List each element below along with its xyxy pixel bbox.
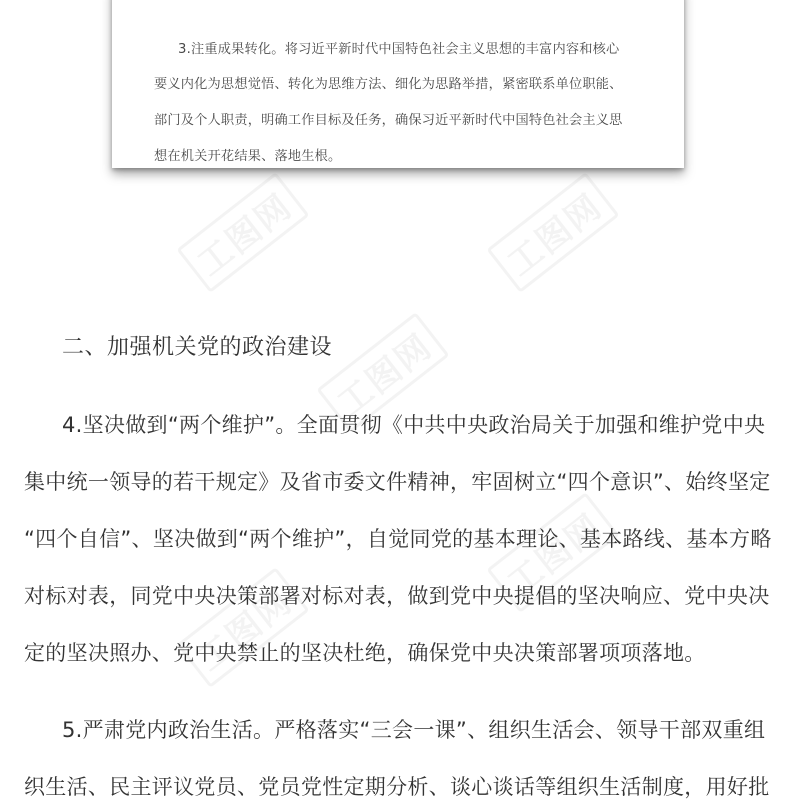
paragraph-4-line: 对标对表，同党中央决策部署对标对表，做到党中央提倡的坚决响应、党中央决 — [24, 584, 770, 608]
paragraph-4-line: 4.坚决做到“两个维护”。全面贯彻《中共中央政治局关于加强和维护党中央 — [62, 413, 766, 437]
preview-line: 想在机关开花结果、落地生根。 — [154, 149, 342, 164]
watermark: 工图网 — [316, 312, 449, 433]
paragraph-4-line: “四个自信”、坚决做到“两个维护”，自觉同党的基本理论、基本路线、基本方略 — [24, 527, 772, 551]
paragraph-4-line: 定的坚决照办、党中央禁止的坚决杜绝，确保党中央决策部署项项落地。 — [24, 641, 706, 665]
preview-line: 要义内化为思想觉悟、转化为思维方法、细化为思路举措，紧密联系单位职能、 — [154, 77, 623, 92]
watermark: 工图网 — [176, 172, 309, 293]
paragraph-5-line: 织生活、民主评议党员、党员党性定期分析、谈心谈话等组织生活制度，用好批 — [24, 775, 770, 799]
watermark: 工图网 — [486, 492, 619, 613]
watermark: 工图网 — [176, 567, 309, 688]
paragraph-5-line: 5.严肃党内政治生活。严格落实“三会一课”、组织生活会、领导干部双重组 — [62, 718, 766, 742]
watermark: 工图网 — [486, 172, 619, 293]
document-preview-card — [112, 0, 684, 168]
preview-line: 部门及个人职责，明确工作目标及任务，确保习近平新时代中国特色社会主义思 — [154, 113, 623, 128]
section-heading: 二、加强机关党的政治建设 — [62, 335, 333, 360]
preview-line: 3.注重成果转化。将习近平新时代中国特色社会主义思想的丰富内容和核心 — [178, 42, 620, 57]
paragraph-4-line: 集中统一领导的若干规定》及省市委文件精神，牢固树立“四个意识”、始终坚定 — [24, 470, 771, 494]
